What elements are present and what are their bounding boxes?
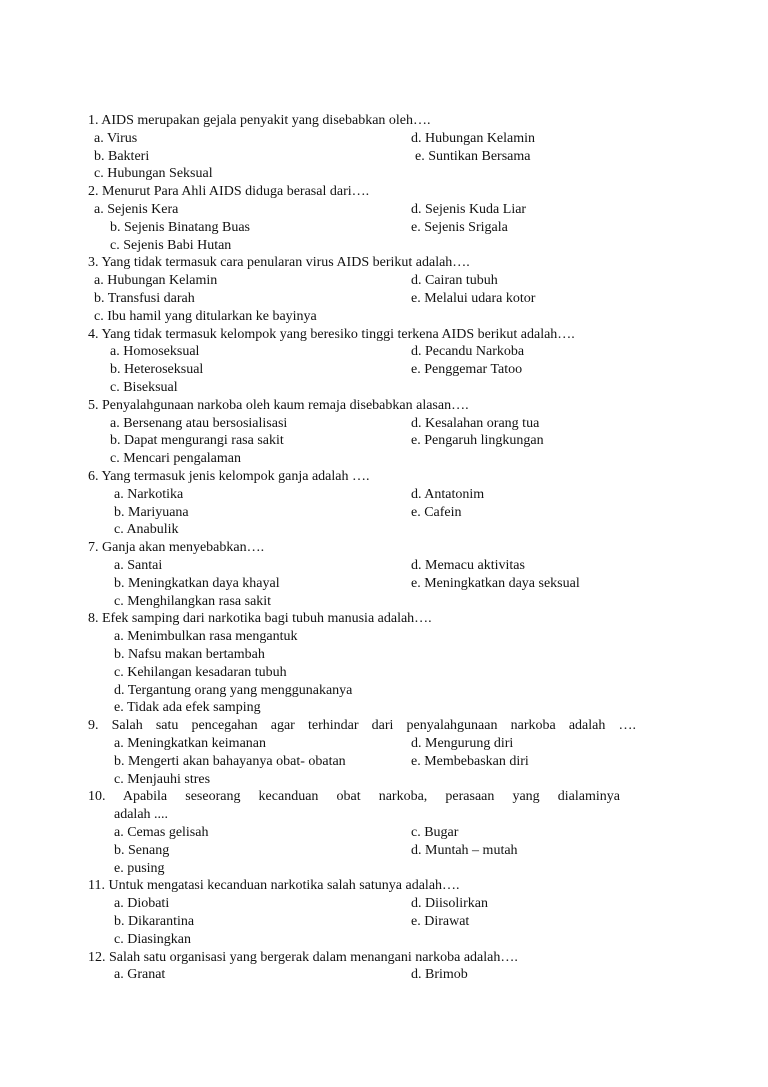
answer-option: b. Bakteri	[94, 148, 150, 164]
answer-option: c. Menghilangkan rasa sakit	[114, 593, 272, 609]
answer-option: c. Kehilangan kesadaran tubuh	[114, 664, 287, 680]
answer-option: c. Bugar	[411, 825, 459, 840]
answer-option: d. Muntah – mutah	[411, 842, 518, 858]
question-text: 4. Yang tidak termasuk kelompok yang beresiko tinggi terkena AIDS berikut adalah….	[88, 326, 575, 342]
answer-option: c. Anabulik	[114, 522, 179, 538]
answer-option: c. Mencari pengalaman	[110, 451, 241, 467]
answer-option: d. Hubungan Kelamin	[411, 130, 536, 146]
answer-option: e. Pengaruh lingkungan	[411, 433, 544, 449]
answer-option: c. Sejenis Babi Hutan	[110, 237, 232, 253]
answer-option: a. Sejenis Kera	[94, 202, 179, 217]
answer-option: b. Sejenis Binatang Buas	[110, 219, 250, 235]
answer-option: a. Bersenang atau bersosialisasi	[110, 415, 288, 431]
answer-option: d. Pecandu Narkoba	[411, 344, 525, 360]
question-text: 2. Menurut Para Ahli AIDS diduga berasal dari….	[88, 184, 370, 200]
answer-option: e. Cafein	[411, 504, 462, 520]
answer-option: e. Dirawat	[411, 914, 470, 929]
answer-option: e. Membebaskan diri	[411, 753, 529, 769]
answer-option: b. Mengerti akan bahayanya obat- obatan	[114, 753, 346, 769]
answer-option: a. Diobati	[114, 896, 170, 912]
question-text: 1. AIDS merupakan gejala penyakit yang disebabkan oleh….	[88, 113, 431, 128]
question-text: 10. Apabila seseorang kecanduan obat narkoba, perasaan yang dialaminya	[88, 789, 620, 805]
answer-option: c. Menjauhi stres	[114, 771, 211, 787]
answer-option: e. Penggemar Tatoo	[411, 362, 523, 378]
answer-option: e. Tidak ada efek samping	[114, 700, 261, 716]
question-text: 6. Yang termasuk jenis kelompok ganja adalah ….	[88, 469, 370, 484]
answer-option: d. Brimob	[411, 967, 468, 983]
answer-option: b. Transfusi darah	[94, 291, 195, 306]
answer-option: b. Senang	[114, 842, 170, 858]
question-text: 9. Salah satu pencegahan agar terhindar dari penyalahgunaan narkoba adalah ….	[88, 718, 636, 734]
answer-option: d. Tergantung orang yang menggunakanya	[114, 682, 353, 698]
answer-option: b. Nafsu makan bertambah	[114, 647, 265, 662]
question-text: 5. Penyalahgunaan narkoba oleh kaum remaja disebabkan alasan….	[88, 397, 469, 413]
answer-option: a. Homoseksual	[110, 344, 200, 360]
question-text: 7. Ganja akan menyebabkan….	[88, 540, 265, 556]
answer-option: b. Meningkatkan daya khayal	[114, 575, 280, 591]
answer-option: a. Granat	[114, 967, 166, 983]
answer-option: d. Sejenis Kuda Liar	[411, 202, 527, 217]
answer-option: e. Melalui udara kotor	[411, 291, 536, 306]
answer-option: e. Meningkatkan daya seksual	[411, 575, 580, 591]
answer-option: b. Dikarantina	[114, 914, 195, 929]
answer-option: a. Menimbulkan rasa mengantuk	[114, 629, 298, 645]
answer-option: d. Mengurung diri	[411, 736, 514, 751]
answer-option: a. Narkotika	[114, 486, 184, 502]
answer-option: b. Heteroseksual	[110, 362, 204, 378]
question-text: 12. Salah satu organisasi yang bergerak dalam menangani narkoba adalah….	[88, 949, 518, 965]
answer-option: d. Cairan tubuh	[411, 273, 498, 289]
answer-option: c. Hubungan Seksual	[94, 166, 213, 182]
answer-option: c. Diasingkan	[114, 931, 191, 947]
answer-option: e. Sejenis Srigala	[411, 219, 508, 235]
answer-option: e. Suntikan Bersama	[415, 148, 531, 164]
answer-option: c. Biseksual	[110, 380, 178, 395]
question-text: 8. Efek samping dari narkotika bagi tubuh manusia adalah….	[88, 611, 432, 627]
answer-option: b. Mariyuana	[114, 504, 189, 520]
answer-option: a. Virus	[94, 130, 138, 146]
answer-option: a. Cemas gelisah	[114, 825, 209, 840]
question-text: 11. Untuk mengatasi kecanduan narkotika salah satunya adalah….	[88, 878, 460, 894]
answer-option: a. Meningkatkan keimanan	[114, 736, 267, 751]
answer-option: d. Antatonim	[411, 486, 485, 502]
question-text: 3. Yang tidak termasuk cara penularan virus AIDS berikut adalah….	[88, 255, 470, 271]
answer-option: b. Dapat mengurangi rasa sakit	[110, 433, 284, 449]
answer-option: adalah ....	[114, 807, 169, 823]
answer-option: a. Santai	[114, 558, 163, 573]
answer-option: d. Memacu aktivitas	[411, 558, 525, 573]
answer-option: a. Hubungan Kelamin	[94, 273, 218, 289]
answer-option: d. Kesalahan orang tua	[411, 415, 540, 431]
answer-option: c. Ibu hamil yang ditularkan ke bayinya	[94, 308, 317, 324]
answer-option: d. Diisolirkan	[411, 896, 488, 912]
answer-option: e. pusing	[114, 860, 165, 876]
